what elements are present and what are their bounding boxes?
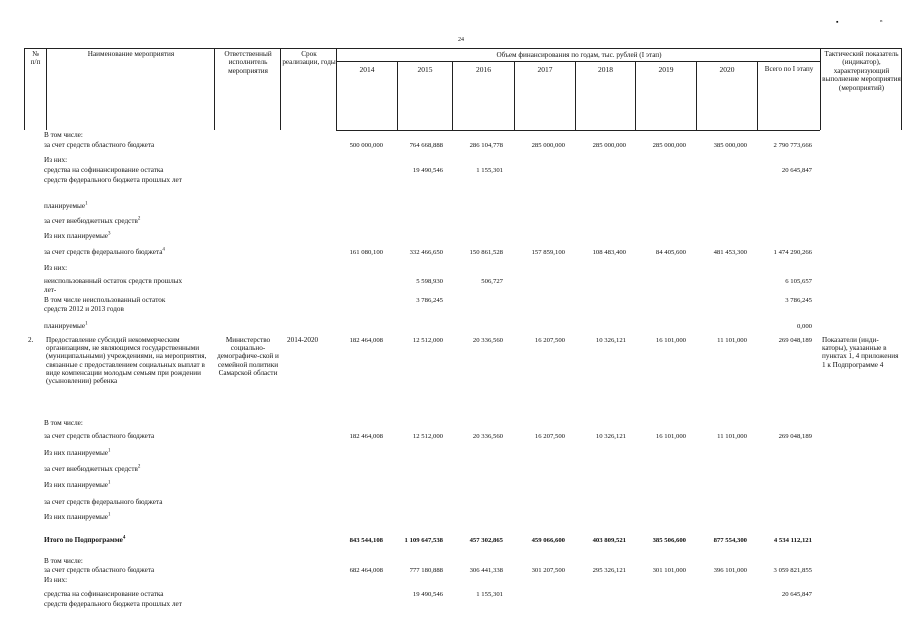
- header-number: № п/п: [30, 50, 41, 67]
- row-label: Из них планируемые$^1$: [44, 480, 111, 489]
- row-value: 182 464,008: [349, 433, 383, 440]
- footnote-mark: 3: [107, 231, 111, 237]
- footnote-mark: 1: [107, 512, 111, 518]
- row-label: за счет средств областного бюджета: [44, 566, 155, 574]
- row-label: за счет средств федерального бюджета$^4$: [44, 247, 165, 256]
- row-value: 150 861,528: [469, 249, 503, 256]
- row-value: 6 105,657: [785, 278, 812, 285]
- row-label: за счет средств федерального бюджета: [44, 498, 163, 506]
- row-value: 3 786,245: [416, 297, 443, 304]
- footnote-mark: 1: [85, 321, 88, 327]
- row-label: средств федерального бюджета прошлых лет: [44, 176, 182, 184]
- item-2-number: 2.: [28, 336, 34, 344]
- row-value: 396 101,000: [713, 567, 747, 574]
- item-2-name: Предоставление субсидий некоммерческим организациям, не являющимся государственными (муниципальными) учреждениями, на мероприятия, связанные с предоставлением социальных выплат в виде компенсации молодым семьям при рождении (усыновлении) ребенка: [46, 336, 207, 386]
- footnote-mark: 2: [137, 464, 141, 470]
- row-value: 157 859,100: [531, 249, 565, 256]
- row-label: средств федерального бюджета прошлых лет: [44, 600, 182, 608]
- row-value: 285 000,000: [592, 142, 626, 149]
- row-value: 682 464,008: [349, 567, 383, 574]
- row-value: 11 101,000: [717, 433, 747, 440]
- row-value: 16 207,500: [534, 433, 565, 440]
- row-label: за счет внебюджетных средств$^2$: [44, 464, 141, 473]
- row-value: 16 101,000: [655, 433, 686, 440]
- row-value: 301 101,000: [652, 567, 686, 574]
- row-value: 2 790 773,666: [773, 142, 812, 149]
- row-label: планируемые$^1$: [44, 201, 88, 210]
- row-value: 10 326,121: [595, 433, 626, 440]
- row-value: 1 155,301: [476, 167, 503, 174]
- row-value: 1 109 647,538: [404, 537, 443, 544]
- page-number: 24: [458, 37, 464, 43]
- row-label: планируемые$^1$: [44, 321, 88, 330]
- row-label: средства на софинансирование остатка: [44, 166, 164, 174]
- item-2-value: 11 101,000: [717, 337, 747, 344]
- row-value: 19 490,546: [412, 591, 443, 598]
- row-value: 1 474 290,266: [773, 249, 812, 256]
- row-value: 457 302,865: [469, 537, 503, 544]
- row-value: 385 506,600: [652, 537, 686, 544]
- row-label: неиспользованный остаток средств прошлых: [44, 277, 183, 285]
- row-label: за счет средств областного бюджета: [44, 141, 155, 149]
- row-value: 4 534 112,121: [773, 537, 812, 544]
- item-2-responsible: Министерство социально-демографиче-ской и семейной политики Самарской области: [217, 336, 279, 377]
- row-value: 20 645,847: [781, 167, 812, 174]
- item-2-value: 269 048,189: [778, 337, 812, 344]
- footnote-mark: 1: [107, 448, 111, 454]
- item-2-indicator: Показатели (инди-каторы), указанные в пунктах 1, 4 приложения 1 к Подпрограмме 4: [822, 336, 899, 369]
- year-total: Всего по I этапу: [764, 65, 814, 73]
- row-value: 5 598,930: [416, 278, 443, 285]
- corner-marks: ▪ ⁿ: [836, 18, 903, 26]
- row-value: 19 490,546: [412, 167, 443, 174]
- row-value: 306 441,338: [469, 567, 503, 574]
- year-2014: 2014: [359, 65, 375, 74]
- header-term: Срок реализации, годы: [282, 50, 336, 67]
- row-label: Из них планируемые$^1$: [44, 448, 111, 457]
- row-value: 481 453,300: [713, 249, 747, 256]
- row-label: Из них планируемые$^1$: [44, 512, 111, 521]
- item-2-value: 16 101,000: [655, 337, 686, 344]
- row-label: за счет средств областного бюджета: [44, 432, 155, 440]
- header-funding: Объем финансирования по годам, тыс. рублей (I этап): [496, 51, 662, 59]
- footnote-mark: 4: [122, 535, 126, 541]
- row-value: 12 512,000: [412, 433, 443, 440]
- row-value: 764 668,888: [409, 142, 443, 149]
- table-header: [24, 48, 902, 130]
- row-label: средств 2012 и 2013 годов: [44, 305, 124, 313]
- row-label: за счет внебюджетных средств$^2$: [44, 216, 141, 225]
- row-value: 20 336,560: [472, 433, 503, 440]
- footnote-mark: 1: [107, 480, 111, 486]
- row-label: Из них:: [44, 156, 68, 164]
- row-value: 777 180,888: [409, 567, 443, 574]
- row-label: В том числе:: [44, 419, 83, 427]
- row-value: 301 207,500: [531, 567, 565, 574]
- footnote-mark: 4: [162, 247, 165, 253]
- row-label: В том числе:: [44, 557, 83, 565]
- header-indicator: Тактический показатель (индикатор), характеризующий выполнение мероприятия (мероприятий): [822, 50, 901, 92]
- row-value: 0,000: [796, 323, 812, 330]
- row-value: 269 048,189: [778, 433, 812, 440]
- year-2016: 2016: [476, 65, 491, 74]
- row-value: 506,727: [481, 278, 503, 285]
- row-label: В том числе:: [44, 131, 83, 139]
- year-2020: 2020: [719, 65, 735, 74]
- row-value: 1 155,301: [476, 591, 503, 598]
- row-value: 295 326,121: [592, 567, 626, 574]
- footnote-mark: 2: [137, 216, 141, 222]
- row-value: 403 809,521: [592, 537, 626, 544]
- year-2018: 2018: [598, 65, 613, 74]
- row-label: средства на софинансирование остатка: [44, 590, 164, 598]
- row-label: Итого по Подпрограмме$^4$: [44, 535, 126, 544]
- row-value: 285 000,000: [531, 142, 565, 149]
- row-value: 286 104,778: [469, 142, 503, 149]
- item-2-term: 2014-2020: [287, 336, 319, 344]
- row-value: 20 645,847: [781, 591, 812, 598]
- row-value: 84 405,600: [655, 249, 686, 256]
- year-2017: 2017: [537, 65, 553, 74]
- row-value: 877 554,300: [713, 537, 747, 544]
- item-2-value: 20 336,560: [472, 337, 503, 344]
- row-value: 161 080,100: [349, 249, 383, 256]
- item-2-value: 16 207,500: [534, 337, 565, 344]
- row-value: 3 059 821,855: [773, 567, 812, 574]
- item-2-value: 182 464,008: [349, 337, 383, 344]
- year-2015: 2015: [417, 65, 433, 74]
- row-label: В том числе неиспользованный остаток: [44, 296, 166, 304]
- year-2019: 2019: [658, 65, 674, 74]
- header-name: Наименование мероприятия: [87, 50, 175, 58]
- row-label: Из них планируемые$^3$: [44, 231, 111, 240]
- row-value: 500 000,000: [349, 142, 383, 149]
- row-value: 385 000,000: [713, 142, 747, 149]
- item-2-value: 10 326,121: [595, 337, 626, 344]
- row-value: 459 066,600: [531, 537, 565, 544]
- row-value: 108 483,400: [592, 249, 626, 256]
- header-responsible: Ответственный исполнитель мероприятия: [224, 50, 272, 75]
- row-label: лет-: [44, 286, 57, 294]
- row-value: 332 466,650: [409, 249, 443, 256]
- row-label: Из них:: [44, 576, 68, 584]
- row-label: Из них:: [44, 264, 68, 272]
- row-value: 285 000,000: [652, 142, 686, 149]
- row-value: 843 544,108: [349, 537, 383, 544]
- row-value: 3 786,245: [785, 297, 812, 304]
- footnote-mark: 1: [85, 201, 88, 207]
- item-2-value: 12 512,000: [412, 337, 443, 344]
